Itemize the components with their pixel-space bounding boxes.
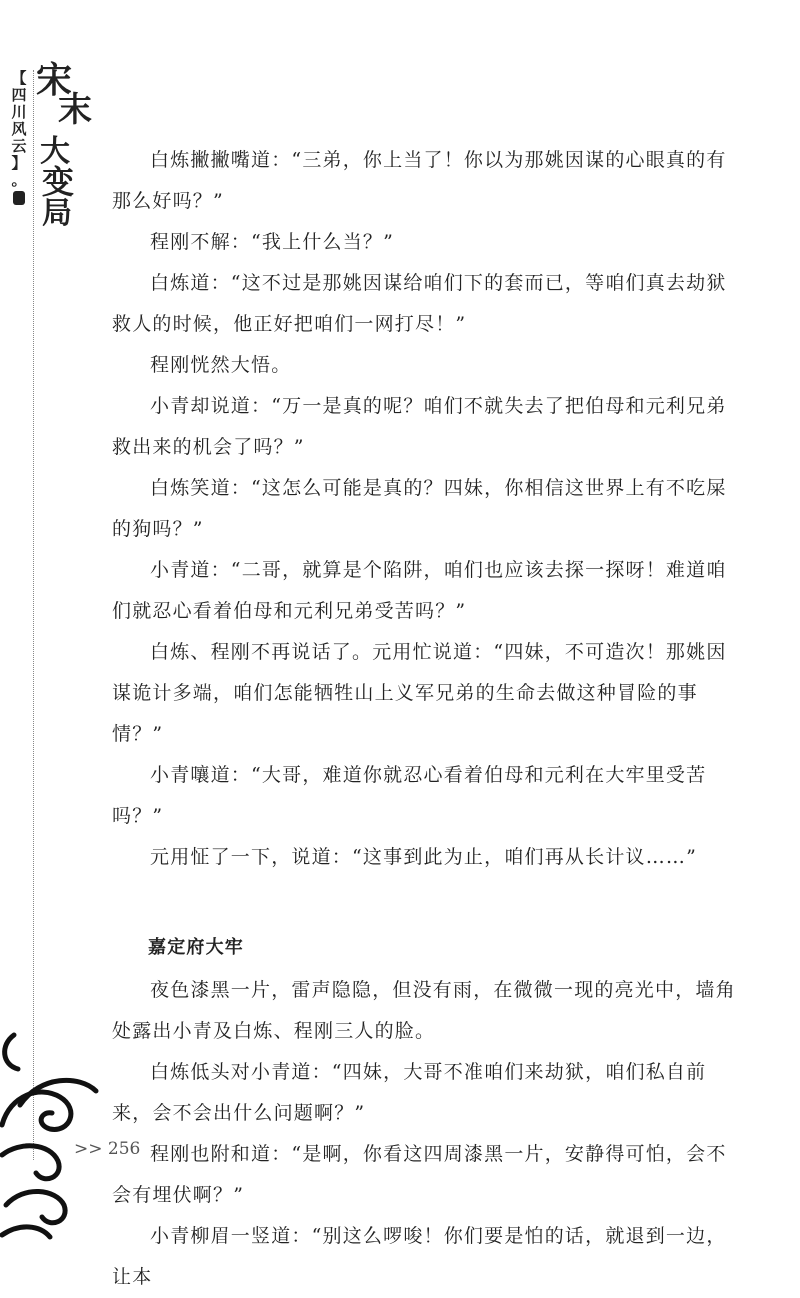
series-char: 四 (11, 86, 27, 104)
series-bracket-close: 】 (11, 154, 27, 172)
series-mark: 。 (11, 171, 27, 189)
paragraph: 程刚也附和道：“是啊，你看这四周漆黑一片，安静得可怕，会不会有埋伏啊？” (112, 1143, 727, 1206)
paragraph: 程刚不解：“我上什么当？” (150, 231, 395, 253)
margin-dotted-rule (33, 70, 34, 1160)
paragraph: 小青道：“二哥，就算是个陷阱，咱们也应该去探一探呀！难道咱们就忍心看着伯母和元利兄弟受苦吗？” (112, 559, 727, 622)
paragraph: 白炼撇撇嘴道：“三弟，你上当了！你以为那姚因谋的心眼真的有那么好吗？” (112, 149, 727, 212)
seal-stamp-icon (13, 191, 25, 205)
series-char: 川 (11, 103, 27, 121)
series-name-vertical (6, 70, 32, 205)
title-char: 宋 (36, 59, 73, 101)
paragraph: 白炼笑道：“这怎么可能是真的？四妹，你相信这世界上有不吃屎的狗吗？” (112, 477, 727, 540)
title-char: 末 (58, 90, 92, 130)
title-char: 变 (42, 163, 75, 201)
title-char: 大 (40, 134, 70, 169)
cloud-ornament-icon (0, 1025, 110, 1243)
series-char: 风 (11, 120, 27, 138)
paragraph: 程刚恍然大悟。 (150, 354, 292, 376)
paragraph: 小青却说道：“万一是真的呢？咱们不就失去了把伯母和元利兄弟救出来的机会了吗？” (112, 395, 727, 458)
paragraph: 元用怔了一下，说道：“这事到此为止，咱们再从长计议……” (150, 846, 698, 868)
paragraph: 小青柳眉一竖道：“别这么啰唆！你们要是怕的话，就退到一边，让本 (112, 1225, 727, 1288)
paragraph: 白炼低头对小青道：“四妹，大哥不准咱们来劫狱，咱们私自前来，会不会出什么问题啊？” (112, 1061, 707, 1124)
page-number: >> 256 (74, 1139, 141, 1159)
paragraph: 夜色漆黑一片，雷声隐隐，但没有雨，在微微一现的亮光中，墙角处露出小青及白炼、程刚三人的脸。 (112, 979, 736, 1042)
section-heading: 嘉定府大牢 (148, 937, 244, 958)
paragraph: 小青嚷道：“大哥，难道你就忍心看着伯母和元利在大牢里受苦吗？” (112, 764, 707, 827)
paragraph: 白炼道：“这不过是那姚因谋给咱们下的套而已，等咱们真去劫狱救人的时候，他正好把咱们一网打尽！” (112, 272, 727, 335)
title-char: 局 (42, 196, 72, 231)
series-char: 云 (11, 137, 27, 155)
paragraph: 白炼、程刚不再说话了。元用忙说道：“四妹，不可造次！那姚因谋诡计多端，咱们怎能牺牲山上义军兄弟的生命去做这种冒险的事情？” (112, 641, 727, 745)
series-bracket-open: 【 (11, 69, 27, 87)
body-text (112, 140, 744, 1298)
